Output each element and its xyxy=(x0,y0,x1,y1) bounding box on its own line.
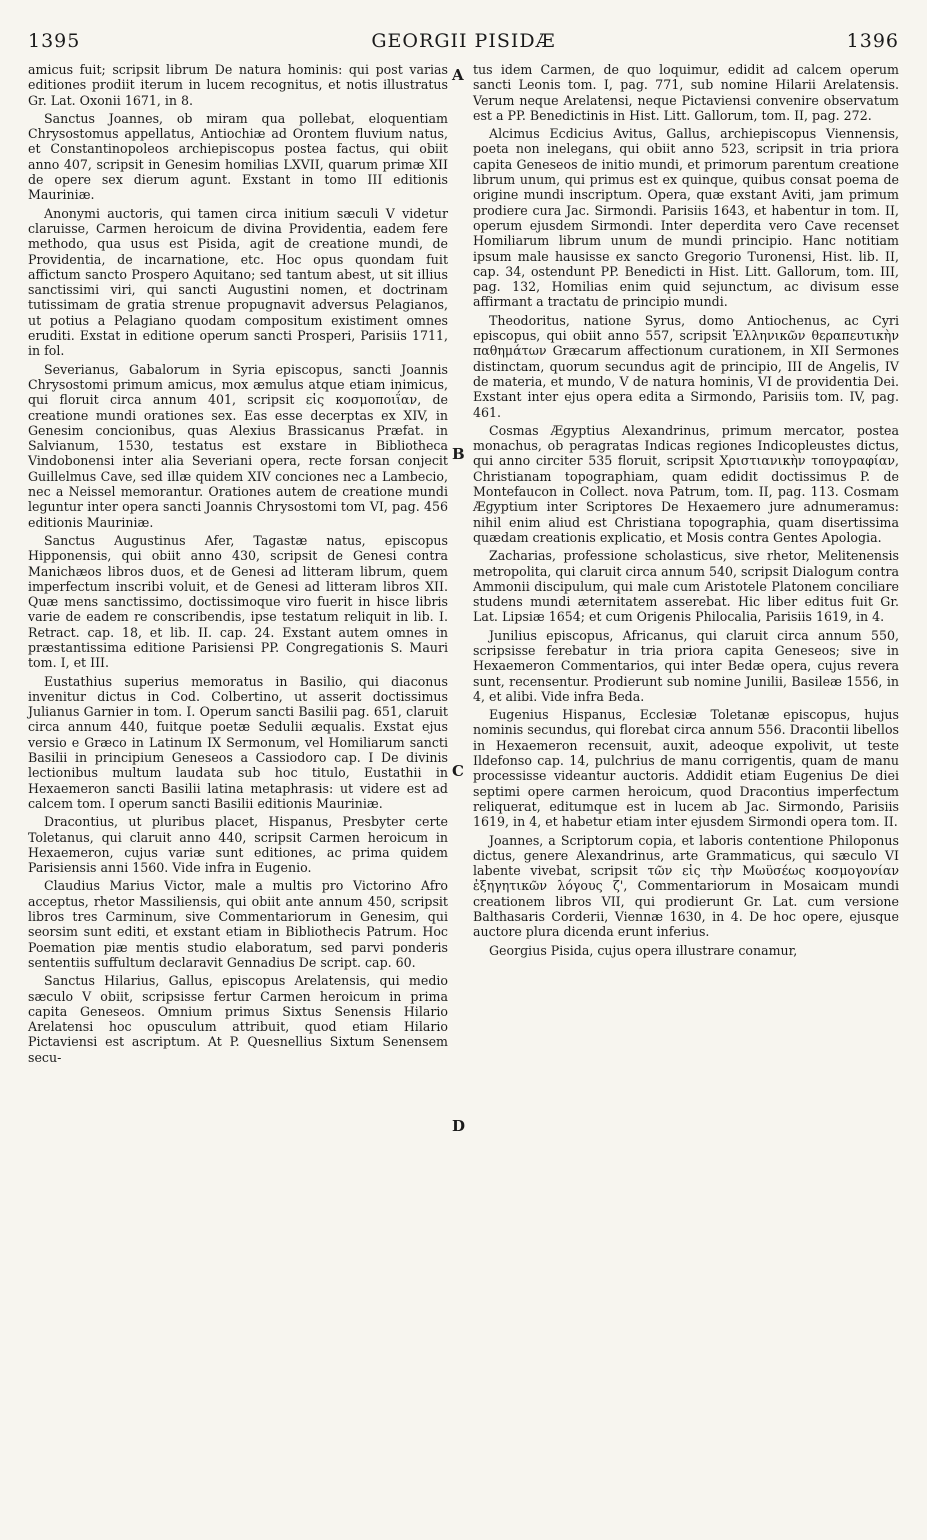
margin-marker-a: A xyxy=(452,66,464,84)
running-title: GEORGII PISIDÆ xyxy=(371,30,556,52)
page-number-right: 1396 xyxy=(846,30,899,52)
margin-marker-b: B xyxy=(452,445,465,463)
paragraph: Joannes, a Scriptorum copia, et laboris contentione Philoponus dictus, genere Alexandrinus, arte Grammaticus, qui sæculo VI labente vivebat, scripsit τῶν εἰς τὴν Μωϋσέως κοσμογονίαν ἐξηγητικῶν λόγους ζ', Commentariorum in Mosaicam mundi creationem libros VII, qui prodierunt Gr. Lat. cum versione Balthasaris Corderii, Viennæ 1630, in 4. De hoc opere, ejusque auctore plura dicenda erunt inferius. xyxy=(473,832,899,940)
paragraph: tus idem Carmen, de quo loquimur, edidit ad calcem operum sancti Leonis tom. I, pag. 771, sub nomine Hilarii Arelatensis. Verum neque Arelatensi, neque Pictaviensi convenire observatum est a PP. Benedictinis in Hist. Litt. Gallorum, tom. II, pag. 272. xyxy=(473,62,899,123)
page-number-left: 1395 xyxy=(28,30,81,52)
paragraph: Eugenius Hispanus, Ecclesiæ Toletanæ episcopus, hujus nominis secundus, qui florebat circa annum 556. Dracontii libellos in Hexaemeron recensuit, auxit, adeoque expolivit, ut teste Ildefonso cap. 14, pulchrius de manu corrigentis, quam de manu processisse videantur auctoris. Addidit etiam Eugenius De diei septimi opere carmen heroicum, quod Dracontius imperfectum reliquerat, editumque est in lucem ab Jac. Sirmondo, Parisiis 1619, in 4, et habetur etiam inter ejusdem Sirmondi opera tom. II. xyxy=(473,707,899,830)
paragraph: Eustathius superius memoratus in Basilio, qui diaconus invenitur dictus in Cod. Colbertino, ut asserit doctissimus Julianus Garnier in tom. I. Operum sancti Basilii pag. 651, claruit circa annum 440, fuitque poetæ Sedulii æqualis. Exstat ejus versio e Græco in Latinum IX Sermonum, vel Homiliarum sancti Basilii in principium Geneseos a Cassiodoro cap. I De divinis lectionibus multum laudata sub hoc titulo, Eustathii in Hexaemeron sancti Basilii latina metaphrasis: ut videre est ad calcem tom. I operum sancti Basilii editionis Mauriniæ. xyxy=(28,673,448,811)
paragraph: Sanctus Hilarius, Gallus, episcopus Arelatensis, qui medio sæculo V obiit, scripsisse fertur Carmen heroicum in prima capita Geneseos. Omnium primus Sixtus Senensis Hilario Arelatensi hoc opusculum attribuit, quod etiam Hilario Pictaviensi est ascriptum. At P. Quesnellius Sixtum Senensem secu- xyxy=(28,973,448,1065)
left-column xyxy=(28,62,448,1068)
paragraph: Dracontius, ut pluribus placet, Hispanus, Presbyter certe Toletanus, qui claruit anno 440, scripsit Carmen heroicum in Hexaemeron, cujus variæ sunt editiones, ac prima quidem Parisiensis anni 1560. Vide infra in Eugenio. xyxy=(28,814,448,876)
paragraph: Zacharias, professione scholasticus, sive rhetor, Melitenensis metropolita, qui claruit circa annum 540, scripsit Dialogum contra Ammonii discipulum, qui male cum Aristotele Platonem conciliare studens mundi æternitatem asserebat. Hic liber editus fuit Gr. Lat. Lipsiæ 1654; et cum Origenis Philocalia, Parisiis 1619, in 4. xyxy=(473,548,899,625)
paragraph: Junilius episcopus, Africanus, qui claruit circa annum 550, scripsisse ferebatur in tria priora capita Geneseos; sive in Hexaemeron Commentarios, qui inter Bedæ opera, cujus revera sunt, recensentur. Prodierunt sub nomine Junilii, Basileæ 1556, in 4, et alibi. Vide infra Beda. xyxy=(473,627,899,704)
page-header xyxy=(28,30,899,54)
paragraph: Claudius Marius Victor, male a multis pro Victorino Afro acceptus, rhetor Massiliensis, qui obiit ante annum 450, scripsit libros tres Carminum, sive Commentariorum in Genesim, qui seorsim sunt editi, et exstant etiam in Bibliothecis Patrum. Hoc Poemation piæ mentis studio elaboratum, sed parvi ponderis sententiis suffultum declaravit Gennadius De script. cap. 60. xyxy=(28,878,448,970)
paragraph: amicus fuit; scripsit librum De natura hominis: qui post varias editiones prodiit iterum in lucem recognitus, et notis illustratus Gr. Lat. Oxonii 1671, in 8. xyxy=(28,62,448,108)
paragraph: Georgius Pisida, cujus opera illustrare conamur, xyxy=(489,942,798,958)
paragraph: Theodoritus, natione Syrus, domo Antiochenus, ac Cyri episcopus, qui obiit anno 557, scripsit Ἑλληνικῶν θεραπευτικὴν παθημάτων Græcarum affectionum curationem, in XII Sermones distinctam, quorum secundus agit de principio, III de Angelis, IV de materia, et mundo, V de natura hominis, VI de providentia Dei. Exstant inter ejus opera edita a Sirmondo, Parisiis tom. IV, pag. 461. xyxy=(473,312,899,420)
paragraph: Anonymi auctoris, qui tamen circa initium sæculi V videtur claruisse, Carmen heroicum de divina Providentia, eadem fere methodo, qua usus est Pisida, agit de creatione mundi, de Providentia, de incarnatione, etc. Hoc opus quondam fuit affictum sancto Prospero Aquitano; sed tantum abest, ut sit illius sanctissimi viri, qui sancti Augustini nomen, et doctrinam tutissimam de gratia strenue propugnavit adversus Pelagianos, ut potius a Pelagiano quodam compositum existiment omnes eruditi. Exstat in editione operum sancti Prosperi, Parisiis 1711, in fol. xyxy=(28,205,448,359)
paragraph: Severianus, Gabalorum in Syria episcopus, sancti Joannis Chrysostomi primum amicus, mox æmulus atque etiam inimicus, qui floruit circa annum 401, scripsit εἰς κοσμοποιΐαν, de creatione mundi orationes sex. Eas esse decerptas ex XIV, in Genesim concionibus, quas Alexius Brassicanus Præfat. in Salvianum, 1530, testatus est exstare in Bibliotheca Vindobonensi inter alia Severiani opera, recte forsan conjecit Guillelmus Cave, sed illæ quidem XIV conciones nec a Lambecio, nec a Neissel memorantur. Orationes autem de creatione mundi leguntur inter opera sancti Joannis Chrysostomi tom VI, pag. 456 editionis Mauriniæ. xyxy=(28,361,448,530)
paragraph: Cosmas Ægyptius Alexandrinus, primum mercator, postea monachus, ob peragratas Indicas regiones Indicopleustes dictus, qui anno circiter 535 floruit, scripsit Χριστιανικὴν τοπογραφίαν, Christianam topographiam, quam edidit doctissimus P. de Montefaucon in Collect. nova Patrum, tom. II, pag. 113. Cosmam Ægyptium inter Scriptores De Hexaemero jure adnumeramus: nihil enim aliud est Christiana topographia, quam disertissima quædam creationis explicatio, et Mosis contra Gentes Apologia. xyxy=(473,422,899,545)
paragraph: Sanctus Augustinus Afer, Tagastæ natus, episcopus Hipponensis, qui obiit anno 430, scripsit de Genesi contra Manichæos libros duos, et de Genesi ad litteram librum, quem imperfectum inscribi voluit, et de Genesi ad litteram libros XII. Quæ mens sanctissimo, doctissimoque viro fuerit in hisce libris varie de eadem re conscribendis, ipse testatum reliquit in lib. I. Retract. cap. 18, et lib. II. cap. 24. Exstant autem omnes in præstantissima editione Parisiensi PP. Congregationis S. Mauri tom. I, et III. xyxy=(28,532,448,671)
margin-marker-d: D xyxy=(452,1117,466,1135)
paragraph: Sanctus Joannes, ob miram qua pollebat, eloquentiam Chrysostomus appellatus, Antiochiæ ad Orontem fluvium natus, et Constantinopoleos archiepiscopus postea factus, qui obiit anno 407, scripsit in Genesim homilias LXVII, quarum primæ XII de opere sex dierum agunt. Exstant in tomo III editionis Mauriniæ. xyxy=(28,110,448,203)
paragraph: Alcimus Ecdicius Avitus, Gallus, archiepiscopus Viennensis, poeta non inelegans, qui obiit anno 523, scripsit in tria priora capita Geneseos de initio mundi, et primorum parentum creatione librum unum, qui primus est ex quinque, quibus consat poema de origine mundi inscriptum. Opera, quæ exstant Aviti, jam primum prodiere cura Jac. Sirmondi. Parisiis 1643, et habentur in tom. II, operum ejusdem Sirmondi. Inter deperdita vero Cave recenset Homiliarum librum unum de mundi principio. Hanc notitiam ipsum male hausisse ex sancto Gregorio Turonensi, Hist. lib. II, cap. 34, ostendunt PP. Benedicti in Hist. Litt. Gallorum, tom. III, pag. 132, Homilias enim quid sejunctum, ac divisum esse affirmant a tractatu de principio mundi. xyxy=(473,126,899,310)
margin-marker-c: C xyxy=(452,762,464,780)
right-column xyxy=(473,62,899,961)
